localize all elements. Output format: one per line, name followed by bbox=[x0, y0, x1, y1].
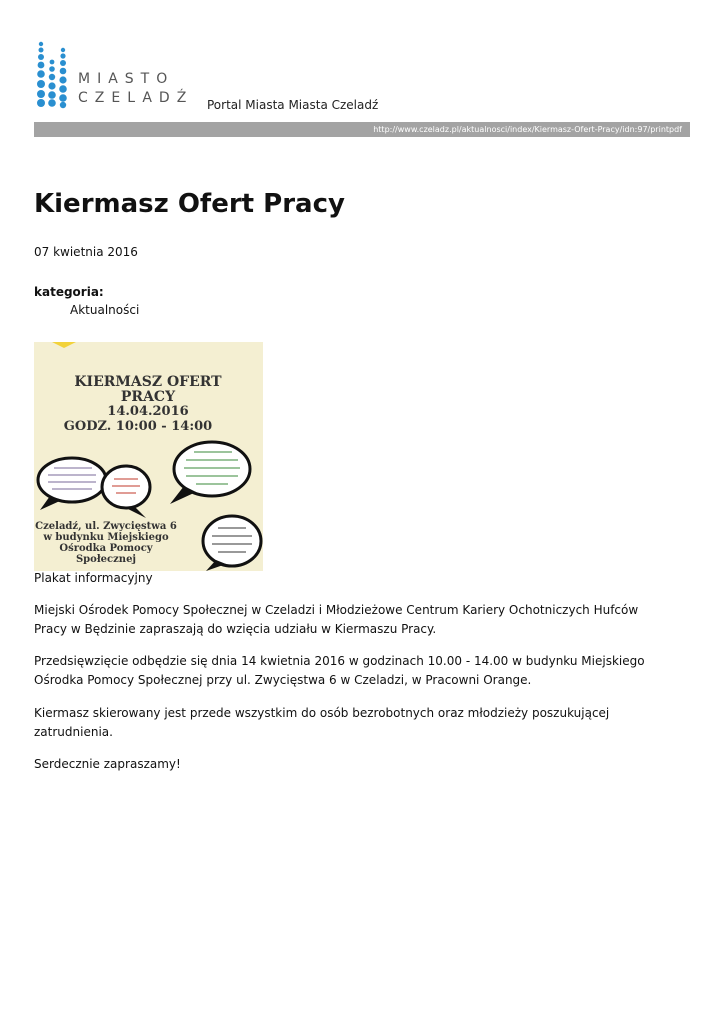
logo-text-miasto: MIASTO bbox=[78, 71, 175, 87]
poster-address4: Społecznej bbox=[75, 554, 137, 565]
paragraph-4 bbox=[34, 755, 674, 774]
poster-address3: Ośrodka Pomocy bbox=[59, 543, 153, 554]
category-value[interactable]: Aktualności bbox=[70, 303, 140, 317]
poster-address1: Czeladź, ul. Zwycięstwa 6 bbox=[35, 521, 177, 532]
poster-line3: 14.04.2016 bbox=[107, 404, 189, 419]
poster-image[interactable] bbox=[34, 342, 263, 571]
header bbox=[34, 38, 690, 138]
source-url-bar[interactable]: http://www.czeladz.pl/aktualnosci/index/Kiermasz-Ofert-Pracy/idn:97/printpdf bbox=[34, 122, 690, 137]
dots-emblem-icon bbox=[34, 38, 74, 110]
portal-name: Portal Miasta Miasta Czeladź bbox=[207, 98, 379, 112]
paragraph-text: Miejski Ośrodek Pomocy Społecznej w Czeladzi i Młodzieżowe Centrum Kariery Ochotniczych Hufców Pracy w Będzinie zapraszają do wzięcia udziału w Kiermaszu Pracy. bbox=[34, 603, 639, 636]
paragraph-text: Serdecznie zapraszamy! bbox=[34, 757, 181, 771]
poster-line4: GODZ. 10:00 - 14:00 bbox=[63, 419, 213, 434]
paragraph-3 bbox=[34, 704, 674, 742]
article-date: 07 kwietnia 2016 bbox=[34, 245, 138, 259]
category-label: kategoria: bbox=[34, 285, 104, 299]
article-title: Kiermasz Ofert Pracy bbox=[34, 189, 345, 219]
paragraph-text: Kiermasz skierowany jest przede wszystkim do osób bezrobotnych oraz młodzieży poszukującej zatrudnienia. bbox=[34, 706, 610, 739]
paragraph-text: Przedsięwzięcie odbędzie się dnia 14 kwietnia 2016 w godzinach 10.00 - 14.00 w budynku Miejskiego Ośrodka Pomocy Społecznej przy ul. Zwycięstwa 6 w Czeladzi, w Pracowni Orange. bbox=[34, 654, 645, 687]
paragraph-1 bbox=[34, 601, 674, 639]
image-caption: Plakat informacyjny bbox=[34, 571, 153, 585]
poster-line2: PRACY bbox=[120, 389, 176, 405]
poster-line1: KIERMASZ OFERT bbox=[74, 374, 222, 390]
logo-text-czeladz: CZELADŹ bbox=[78, 90, 194, 106]
paragraph-2 bbox=[34, 652, 674, 690]
city-logo[interactable] bbox=[34, 38, 204, 110]
poster-address2: w budynku Miejskiego bbox=[43, 532, 169, 543]
